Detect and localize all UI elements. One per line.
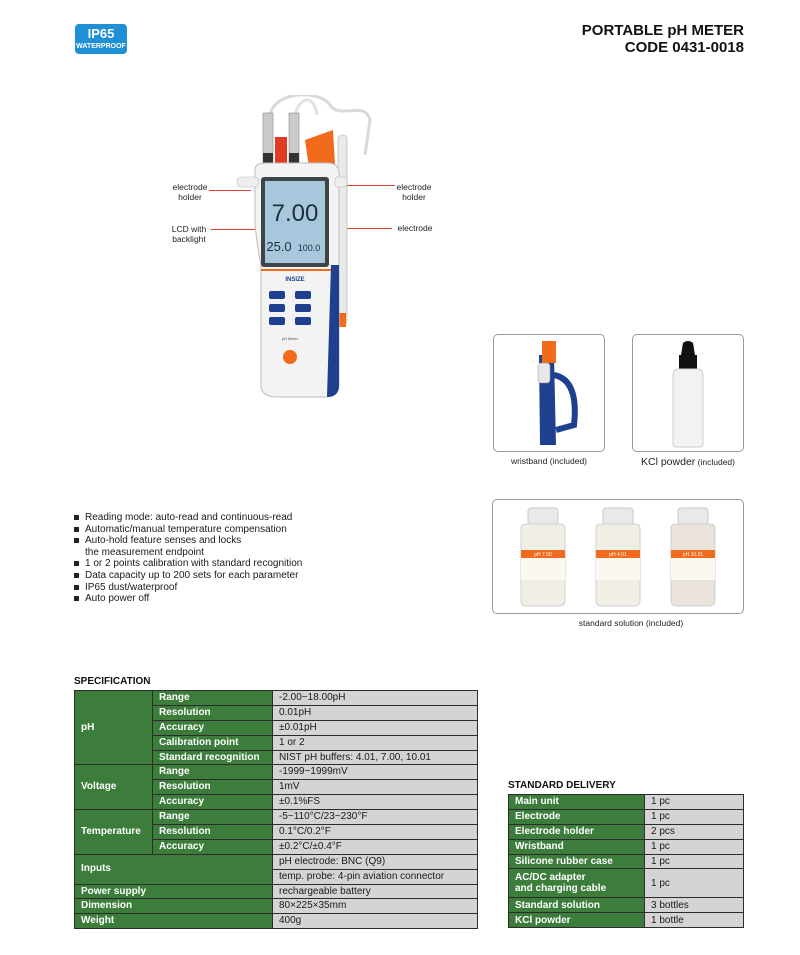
delivery-item: Main unit (509, 795, 645, 810)
spec-value: -5~110°C/23~230°F (273, 810, 478, 825)
feature-text: 1 or 2 points calibration with standard recognition (85, 558, 303, 570)
spec-value: -2.00~18.00pH (273, 691, 478, 706)
wristband-image (494, 335, 604, 451)
table-row (75, 854, 478, 869)
delivery-item: Wristband (509, 839, 645, 854)
ip65-badge (75, 24, 127, 54)
delivery-qty: 3 bottles (645, 898, 744, 913)
group-dimension: Dimension (75, 899, 273, 914)
table-row (75, 899, 478, 914)
feature-text: Auto-hold feature senses and locks (85, 535, 242, 547)
delivery-item (509, 869, 645, 898)
callout-text: electrode (397, 223, 433, 233)
spec-value: pH electrode: BNC (Q9) (273, 854, 478, 869)
delivery-table (508, 794, 744, 928)
kcl-photo-box (632, 334, 744, 452)
bottle-label-401: pH 4.01 (609, 552, 627, 558)
table-row (509, 913, 744, 928)
table-row (509, 824, 744, 839)
product-title: PORTABLE pH METER (581, 22, 744, 39)
kcl-caption-tail: (included) (697, 457, 735, 467)
table-row (75, 914, 478, 929)
delivery-item: Standard solution (509, 898, 645, 913)
callout-lcd (160, 224, 218, 244)
delivery-item: Silicone rubber case (509, 854, 645, 869)
table-row (509, 869, 744, 898)
lcd-sub-reading: 100.0 (297, 243, 321, 253)
feature-text: the measurement endpoint (85, 546, 204, 558)
delivery-qty: 1 pc (645, 854, 744, 869)
feature-item (74, 570, 302, 582)
feature-text: IP65 dust/waterproof (85, 581, 178, 593)
spec-value: 1 or 2 (273, 735, 478, 750)
delivery-qty: 1 pc (645, 839, 744, 854)
spec-value: ±0.1%FS (273, 795, 478, 810)
spec-value: 1mV (273, 780, 478, 795)
kcl-caption-main: KCl powder (641, 456, 696, 468)
table-row (75, 691, 478, 706)
spec-value: rechargeable battery (273, 884, 478, 899)
feature-item (74, 512, 302, 524)
spec-key: Standard recognition (153, 750, 273, 765)
specification-title: SPECIFICATION (74, 676, 151, 687)
table-row (509, 809, 744, 824)
delivery-title: STANDARD DELIVERY (508, 780, 616, 791)
delivery-item-line: AC/DC adapter (515, 872, 586, 884)
spec-key: Resolution (153, 780, 273, 795)
delivery-item: Electrode holder (509, 824, 645, 839)
spec-key: Range (153, 765, 273, 780)
brand-logo: INSIZE (285, 277, 305, 283)
delivery-qty: 1 pc (645, 795, 744, 810)
table-row (509, 795, 744, 810)
feature-item (74, 593, 302, 605)
feature-item (74, 558, 302, 570)
spec-value: temp. probe: 4-pin aviation connector (273, 869, 478, 884)
callout-text: holder (178, 192, 202, 202)
badge-line1: IP65 (87, 26, 115, 41)
feature-list (74, 512, 302, 605)
callout-text: backlight (172, 234, 206, 244)
specification-table (74, 690, 478, 929)
callout-text: electrode (396, 182, 432, 192)
power-button (283, 350, 297, 364)
table-row (75, 884, 478, 899)
feature-text: Automatic/manual temperature compensation (85, 523, 287, 535)
spec-key: Resolution (153, 825, 273, 840)
ph-meter-illustration (235, 95, 375, 400)
group-inputs: Inputs (75, 854, 273, 884)
solution-photo-box (492, 499, 744, 614)
spec-key: Accuracy (153, 795, 273, 810)
group-power: Power supply (75, 884, 273, 899)
delivery-qty: 1 bottle (645, 913, 744, 928)
table-row (75, 765, 478, 780)
lcd-main-reading: 7.00 (271, 200, 319, 227)
group-ph: pH (75, 691, 153, 765)
group-voltage: Voltage (75, 765, 153, 810)
feature-text: Auto power off (85, 593, 150, 605)
solution-bottles-image (493, 500, 743, 613)
group-temperature: Temperature (75, 810, 153, 855)
delivery-item: KCl powder (509, 913, 645, 928)
group-weight: Weight (75, 914, 273, 929)
solution-caption: standard solution (included) (578, 618, 684, 628)
feature-item (74, 582, 302, 594)
spec-key: Accuracy (153, 839, 273, 854)
spec-key: Calibration point (153, 735, 273, 750)
table-row (75, 810, 478, 825)
callout-left-holder (160, 182, 220, 202)
spec-value: -1999~1999mV (273, 765, 478, 780)
table-row (509, 839, 744, 854)
badge-line2: WATERPROOF (76, 43, 126, 50)
spec-value: 80×225×35mm (273, 899, 478, 914)
callout-text: electrode (172, 182, 208, 192)
meter-label: pH Meter (281, 336, 299, 341)
spec-key: Resolution (153, 705, 273, 720)
wristband-photo-box (493, 334, 605, 452)
callout-text: LCD with (171, 224, 207, 234)
page-title (582, 22, 744, 56)
spec-value: ±0.2°C/±0.4°F (273, 839, 478, 854)
spec-value: 400g (273, 914, 478, 929)
wristband-caption: wristband (included) (510, 456, 588, 466)
delivery-item-line: and charging cable (515, 883, 607, 895)
kcl-bottle-image (633, 335, 743, 451)
spec-value: ±0.01pH (273, 720, 478, 735)
feature-text: Reading mode: auto-read and continuous-read (85, 512, 293, 523)
delivery-qty: 2 pcs (645, 824, 744, 839)
spec-value: 0.1°C/0.2°F (273, 825, 478, 840)
bottle-label-700: pH 7.00 (534, 552, 552, 558)
feature-item (74, 535, 302, 558)
kcl-caption (632, 456, 744, 468)
lcd-temp-reading: 25.0 (266, 239, 292, 254)
callout-text: holder (402, 192, 426, 202)
delivery-qty: 1 pc (645, 869, 744, 898)
bottle-label-1001: pH 10.01 (682, 552, 704, 558)
table-row (509, 854, 744, 869)
callout-electrode (387, 223, 443, 233)
spec-key: Accuracy (153, 720, 273, 735)
delivery-item: Electrode (509, 809, 645, 824)
feature-item (74, 524, 302, 536)
spec-value: NIST pH buffers: 4.01, 7.00, 10.01 (273, 750, 478, 765)
product-code: CODE 0431-0018 (624, 39, 744, 56)
spec-key: Range (153, 810, 273, 825)
feature-text: Data capacity up to 200 sets for each parameter (85, 569, 299, 581)
delivery-qty: 1 pc (645, 809, 744, 824)
spec-value: 0.01pH (273, 705, 478, 720)
table-row (509, 898, 744, 913)
spec-key: Range (153, 691, 273, 706)
